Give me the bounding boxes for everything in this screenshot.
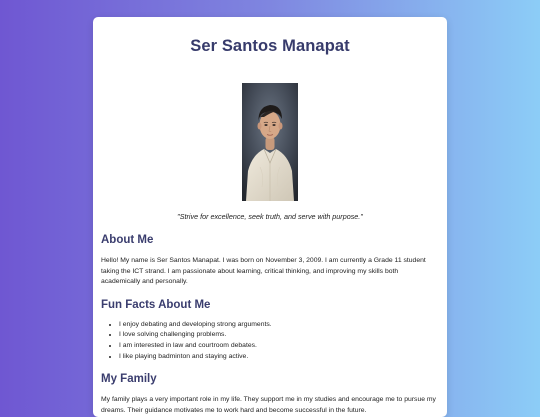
family-text: My family plays a very important role in my life. They support me in my studies and encourage me to pursue my dreams. Their guidance motivates me to work hard and become successful in the future.	[101, 396, 436, 414]
list-item: • I enjoy debating and developing strong arguments.	[119, 320, 439, 331]
about-text: Hello! My name is Ser Santos Manapat. I was born on November 3, 2009. I am currently a Grade 11 student taking the ICT strand. I am passionate about learning, critical thinking, and improving my skills both academically and personally.	[101, 257, 426, 286]
profile-card	[93, 17, 447, 417]
family-heading: My Family	[101, 373, 157, 386]
about-heading: About Me	[101, 234, 154, 246]
profile-photo	[242, 83, 298, 201]
list-item: • I am interested in law and courtroom debates.	[119, 341, 439, 352]
motto-quote: "Strive for excellence, seek truth, and serve with purpose."	[177, 212, 363, 221]
list-item: • I like playing badminton and staying active.	[119, 352, 439, 363]
page-title: Ser Santos Manapat	[190, 37, 350, 55]
list-item: • I love solving challenging problems.	[119, 330, 439, 341]
fun-facts-list	[101, 320, 439, 362]
fun-facts-heading: Fun Facts About Me	[101, 298, 211, 311]
portrait-image	[242, 83, 298, 201]
